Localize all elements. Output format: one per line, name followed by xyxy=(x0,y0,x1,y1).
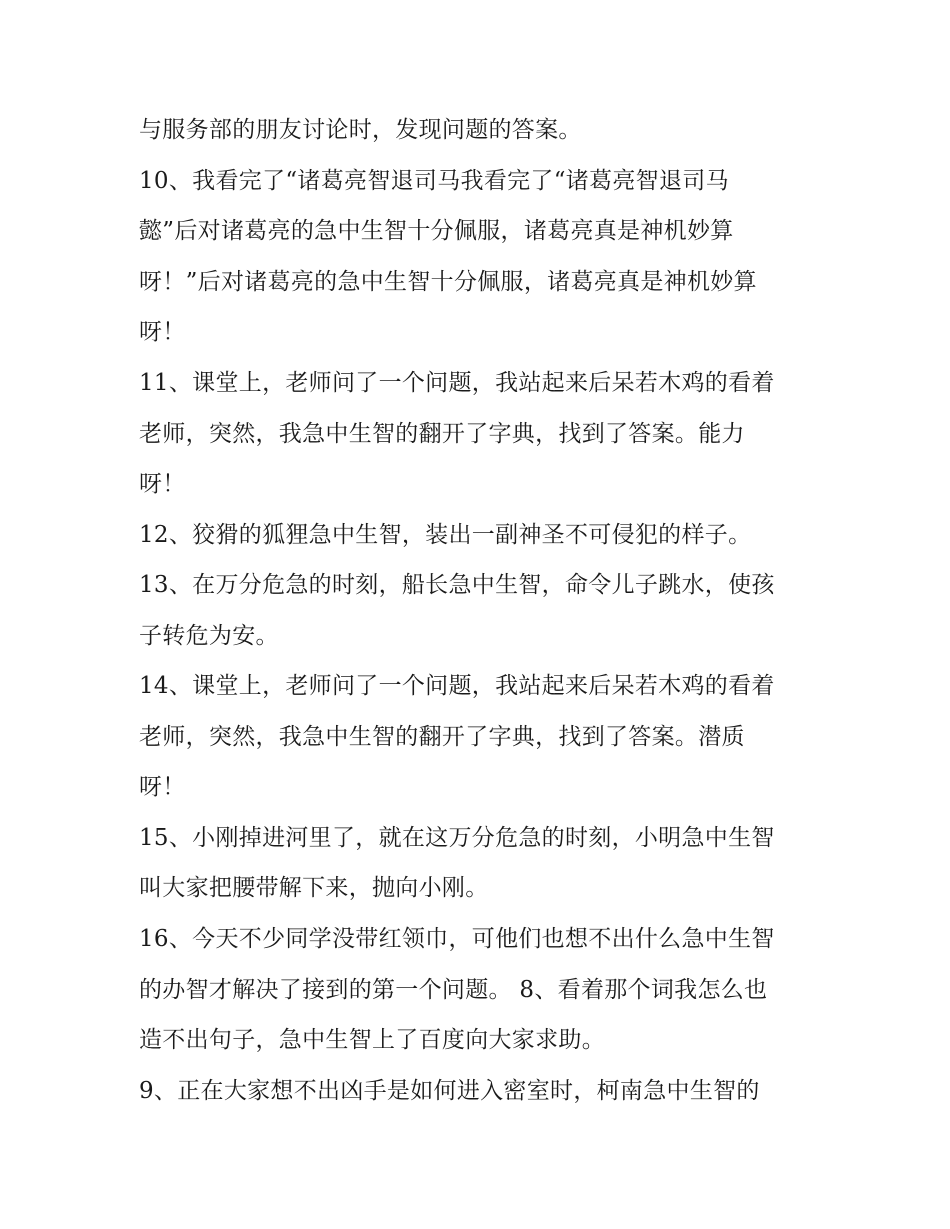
text-line: 老师，突然，我急中生智的翻开了字典，找到了答案。能力 xyxy=(139,421,745,447)
text-line: 呀！ xyxy=(139,774,186,800)
text-line: 15、小刚掉进河里了，就在这万分危急的时刻，小明急中生智 xyxy=(139,825,775,851)
text-line: 13、在万分危急的时刻，船长急中生智，命令儿子跳水，使孩 xyxy=(139,572,775,598)
text-line: 14、课堂上，老师问了一个问题，我站起来后呆若木鸡的看着 xyxy=(139,673,775,699)
text-line: 呀！”后对诸葛亮的急中生智十分佩服，诸葛亮真是神机妙算 xyxy=(139,269,757,295)
text-line: 12、狡猾的狐狸急中生智，装出一副神圣不可侵犯的样子。 xyxy=(139,522,752,548)
text-line: 叫大家把腰带解下来，抛向小刚。 xyxy=(139,875,489,901)
text-line: 子转危为安。 xyxy=(139,623,279,649)
text-line: 懿”后对诸葛亮的急中生智十分佩服，诸葛亮真是神机妙算 xyxy=(139,218,734,244)
text-line: 与服务部的朋友讨论时，发现问题的答案。 xyxy=(139,117,582,143)
text-line: 的办智才解决了接到的第一个问题。 8、看着那个词我怎么也 xyxy=(139,977,768,1003)
text-line: 呀！ xyxy=(139,471,186,497)
text-line: 呀！ xyxy=(139,319,186,345)
text-line: 9、正在大家想不出凶手是如何进入密室时，柯南急中生智的 xyxy=(139,1078,760,1104)
text-line: 老师，突然，我急中生智的翻开了字典，找到了答案。潜质 xyxy=(139,724,745,750)
text-line: 16、今天不少同学没带红领巾，可他们也想不出什么急中生智 xyxy=(139,926,775,952)
text-line: 造不出句子，急中生智上了百度向大家求助。 xyxy=(139,1027,605,1053)
text-line: 11、课堂上，老师问了一个问题，我站起来后呆若木鸡的看着 xyxy=(139,370,775,396)
text-line: 10、我看完了“诸葛亮智退司马我看完了“诸葛亮智退司马 xyxy=(139,168,729,194)
